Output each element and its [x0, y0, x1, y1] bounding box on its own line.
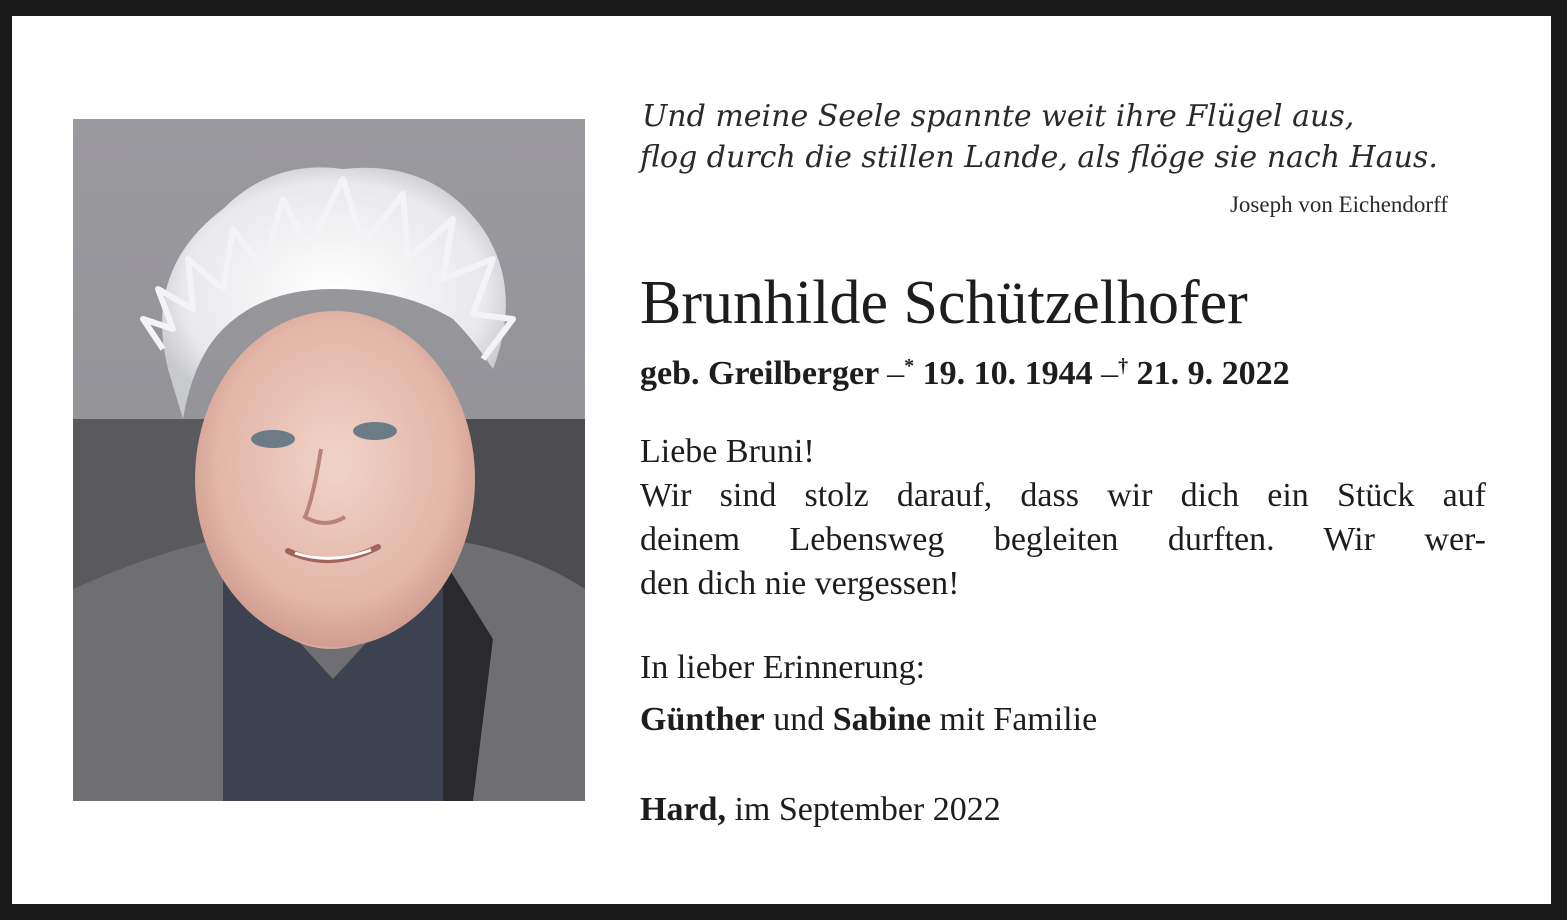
conjunction: und	[773, 701, 825, 738]
birth-date: 19. 10. 1944	[922, 355, 1093, 392]
mourner-name: Sabine	[832, 701, 931, 738]
maiden-name: geb. Greilberger	[640, 355, 879, 392]
quote-line-2: flog durch die stillen Lande, als flöge sie nach Haus.	[640, 140, 1438, 175]
family-suffix: mit Familie	[939, 701, 1098, 738]
dash-separator: –	[1101, 355, 1119, 392]
message-line-2: deinem Lebensweg begleiten durften. Wir wer-	[640, 521, 1486, 558]
death-date: 21. 9. 2022	[1136, 355, 1290, 392]
quote-line-1: Und meine Seele spannte weit ihre Flügel aus,	[642, 99, 1355, 134]
mourners	[640, 698, 1097, 742]
death-cross-icon: †	[1118, 355, 1129, 377]
remembrance-intro: In lieber Erinnerung:	[640, 649, 926, 686]
birth-star-icon: *	[904, 355, 915, 377]
portrait-photo	[73, 119, 585, 801]
farewell-message	[640, 430, 1486, 606]
dash-separator: –	[887, 355, 905, 392]
obituary-card	[12, 16, 1551, 904]
quote-author: Joseph von Eichendorff	[1229, 192, 1448, 217]
place-month: im September 2022	[734, 791, 1001, 828]
place-date	[640, 788, 1001, 832]
message-line-3: den dich nie vergessen!	[640, 565, 960, 602]
life-dates	[640, 346, 1290, 394]
deceased-name: Brunhilde Schützelhofer	[640, 269, 1248, 337]
message-line-1: Wir sind stolz darauf, dass wir dich ein Stück auf	[640, 477, 1486, 514]
greeting: Liebe Bruni!	[640, 433, 815, 470]
place-town: Hard,	[640, 791, 726, 828]
portrait-image	[73, 119, 585, 801]
poem-quote	[640, 96, 1460, 178]
mourner-name: Günther	[640, 701, 765, 738]
